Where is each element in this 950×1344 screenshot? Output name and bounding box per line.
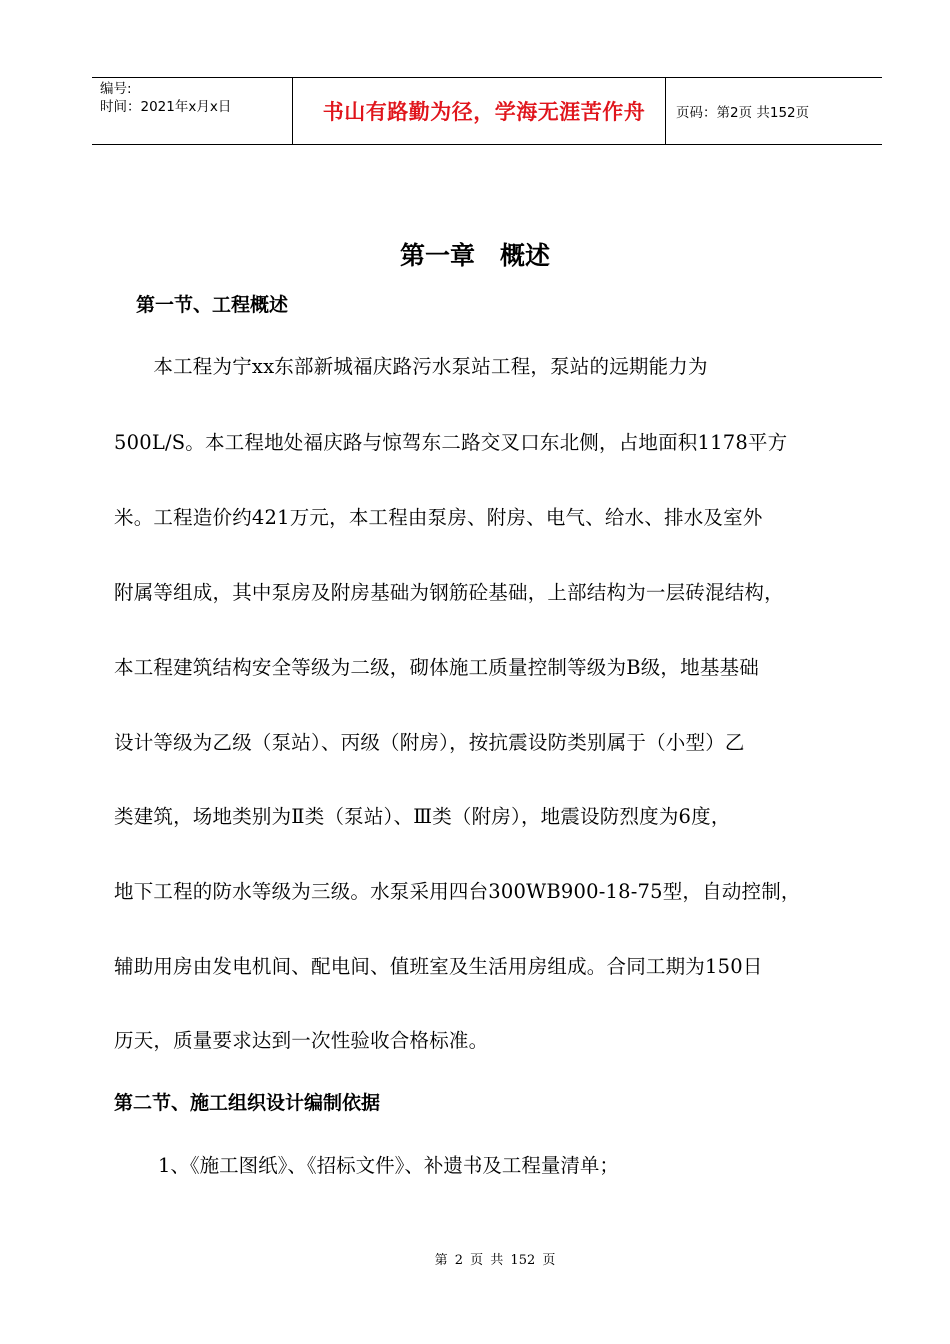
page-header xyxy=(92,77,882,145)
motto: 书山有路勤为径，学海无涯苦作舟 xyxy=(322,100,646,124)
time-label: 时间：2021年x月x日 xyxy=(100,99,232,115)
section-heading-2: 第二节、施工组织设计编制依据 xyxy=(114,1092,381,1114)
paragraph-line: 500L/S。本工程地处福庆路与惊驾东二路交叉口东北侧，占地面积1178平方 xyxy=(114,431,788,454)
paragraph-line: 设计等级为乙级（泵站）、丙级（附房），按抗震设防类别属于（小型）乙 xyxy=(114,731,745,754)
paragraph-line: 附属等组成，其中泵房及附房基础为钢筋砼基础，上部结构为一层砖混结构， xyxy=(114,581,784,604)
section-heading-1: 第一节、工程概述 xyxy=(136,294,289,316)
number-label: 编号: xyxy=(100,81,132,97)
list-item: 1、《施工图纸》、《招标文件》、补遗书及工程量清单； xyxy=(158,1154,619,1177)
paragraph-line: 地下工程的防水等级为三级。水泵采用四台300WB900-18-75型，自动控制， xyxy=(114,880,801,903)
page-info: 页码：第2页 共152页 xyxy=(676,105,810,121)
header-meta xyxy=(92,78,293,144)
paragraph-line: 辅助用房由发电机间、配电间、值班室及生活用房组成。合同工期为150日 xyxy=(114,955,763,978)
paragraph-line: 米。工程造价约421万元，本工程由泵房、附房、电气、给水、排水及室外 xyxy=(114,506,763,529)
header-motto-cell xyxy=(293,78,666,144)
paragraph-line: 本工程为宁xx东部新城福庆路污水泵站工程，泵站的远期能力为 xyxy=(114,355,708,378)
header-page-info-cell xyxy=(666,78,882,144)
page-footer: 第 2 页 共 152 页 xyxy=(434,1253,556,1268)
paragraph-line: 本工程建筑结构安全等级为二级，砌体施工质量控制等级为B级，地基基础 xyxy=(114,656,759,679)
paragraph-line: 类建筑，场地类别为Ⅱ类（泵站）、Ⅲ类（附房），地震设防烈度为6度， xyxy=(114,805,731,828)
chapter-title: 第一章 概述 xyxy=(399,241,550,270)
paragraph-line: 历天，质量要求达到一次性验收合格标准。 xyxy=(114,1029,489,1052)
